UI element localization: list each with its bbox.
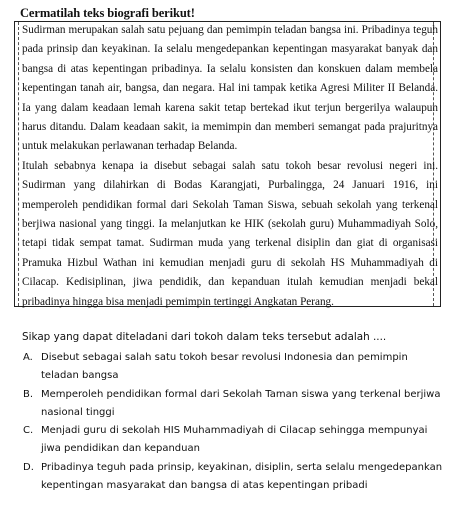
option-d[interactable] xyxy=(18,459,448,496)
option-text: Menjadi guru di sekolah HIS Muhammadiyah di Cilacap sehingga mempunyai jiwa pendidikan dan kepanduan xyxy=(41,425,428,455)
option-c[interactable] xyxy=(18,422,448,459)
question-text: Sikap yang dapat diteladani dari tokoh dalam teks tersebut adalah .... xyxy=(22,331,387,343)
option-letter: D. xyxy=(23,461,34,473)
option-text: Memperoleh pendidikan formal dari Sekolah Taman siswa yang terkenal berjiwa nasional tinggi xyxy=(41,388,441,418)
instruction-title: Cermatilah teks biografi berikut! xyxy=(20,6,195,20)
passage-paragraph-1: Sudirman merupakan salah satu pejuang dan pemimpin teladan bangsa ini. Pribadinya teguh pada prinsip dan keyakinan. Ia selalu mengedepankan kepentingan masyarakat banyak dan bangsa di atas kepentingan pribadinya. Ia selalu konsisten dan konskuen dalam membela kepentingan tanah air, bangsa, dan negara. Hal ini tampak ketika Agresi Militer II Belanda. Ia yang dalam keadaan lemah karena sakit tetap bertekad ikut terjun bergerilya walaupun harus ditandu. Dalam keadaan sakit, ia memimpin dan memberi semangat pada prajuritnya untuk melakukan perlawanan terhadap Belanda. xyxy=(22,24,438,153)
option-letter: A. xyxy=(23,352,33,363)
biography-passage xyxy=(22,21,438,312)
answer-options xyxy=(18,349,448,495)
left-margin-guide xyxy=(18,22,19,306)
option-text: Pribadinya teguh pada prinsip, keyakinan, disiplin, serta selalu mengedepankan kepentingan masyarakat dan bangsa di atas kepentingan pribadi xyxy=(41,461,443,492)
passage-paragraph-2: Itulah sebabnya kenapa ia disebut sebagai salah satu tokoh besar revolusi negeri ini. Sudirman yang dilahirkan di Bodas Karangjati, Purbalingga, 24 Januari 1916, ini memperoleh pendidikan formal dari Sekolah Taman Siswa, sebuah sekolah yang terkenal berjiwa nasional yang tinggi. Ia melanjutkan ke HIK (sekolah guru) Muhammadiyah Solo, tetapi tidak sempat tamat. Sudirman muda yang terkenal disiplin dan giat di organisasi Pramuka Hizbul Wathan ini kemudian menjadi guru di sekolah HS Muhammadiyah di Cilacap. Kedisiplinan, jiwa pendidik, dan kepanduan itulah kemudian menjadi bekal pribadinya hingga bisa menjadi pemimpin tertinggi Angkatan Perang. xyxy=(22,159,438,308)
option-text: Disebut sebagai salah satu tokoh besar revolusi Indonesia dan pemimpin teladan bangsa xyxy=(41,352,408,382)
option-a[interactable] xyxy=(18,349,448,386)
option-letter: B. xyxy=(23,388,34,400)
option-b[interactable] xyxy=(18,386,448,423)
option-letter: C. xyxy=(23,425,34,437)
